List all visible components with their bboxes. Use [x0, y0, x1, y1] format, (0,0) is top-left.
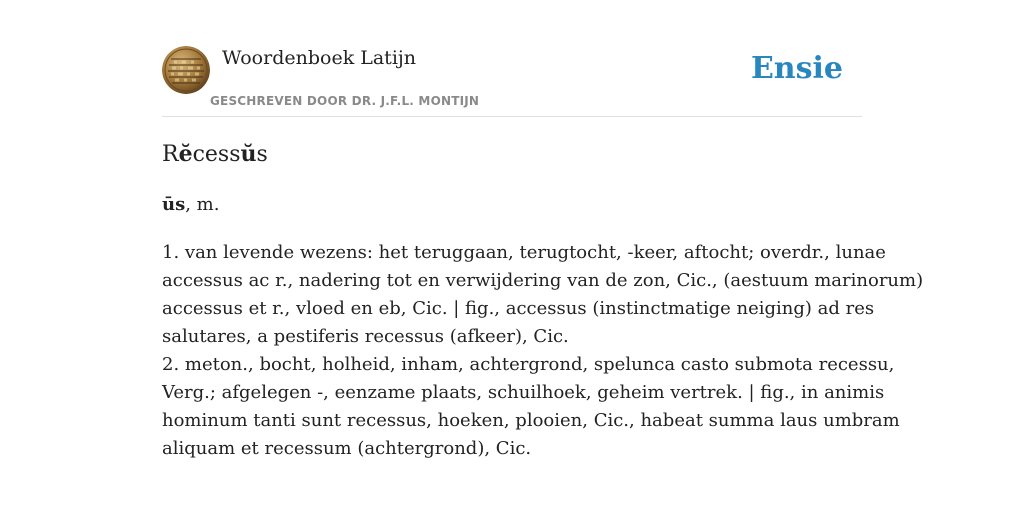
- entry-headword: [162, 141, 268, 167]
- definition-line: accessus et r., vloed en eb, Cic. | fig., accessus (instinctmatige neiging) ad res: [162, 298, 875, 319]
- headword-part: cess: [192, 142, 241, 167]
- definition-line: accessus ac r., nadering tot en verwijdering van de zon, Cic., (aestuum marinorum): [162, 270, 924, 291]
- author-byline: GESCHREVEN DOOR DR. J.F.L. MONTIJN: [210, 94, 480, 108]
- definition-line: 1. van levende wezens: het teruggaan, terugtocht, -keer, aftocht; overdr., lunae: [162, 242, 886, 263]
- headword-part: ĕ: [178, 141, 193, 167]
- site-header: [162, 46, 862, 117]
- definition-line: hominum tanti sunt recessus, hoeken, plooien, Cic., habeat summa laus umbram: [162, 410, 900, 431]
- definition-line: aliquam et recessum (achtergrond), Cic.: [162, 438, 532, 459]
- coin-icon[interactable]: [162, 46, 210, 94]
- dictionary-title[interactable]: Woordenboek Latijn: [222, 47, 417, 69]
- headword-part: R: [162, 142, 179, 167]
- grammar-info: [162, 194, 219, 215]
- gender-info: , m.: [185, 194, 220, 215]
- definition-text: [162, 239, 924, 463]
- genitive-ending: ūs: [162, 194, 186, 215]
- headword-part: ŭ: [240, 141, 257, 167]
- definition-line: Verg.; afgelegen -, eenzame plaats, schuilhoek, geheim vertrek. | fig., in animis: [162, 382, 885, 403]
- definition-line: 2. meton., bocht, holheid, inham, achtergrond, spelunca casto submota recessu,: [162, 354, 895, 375]
- headword-part: s: [256, 142, 268, 167]
- brand-logo[interactable]: Ensie: [750, 51, 843, 86]
- definition-line: salutares, a pestiferis recessus (afkeer), Cic.: [162, 326, 569, 347]
